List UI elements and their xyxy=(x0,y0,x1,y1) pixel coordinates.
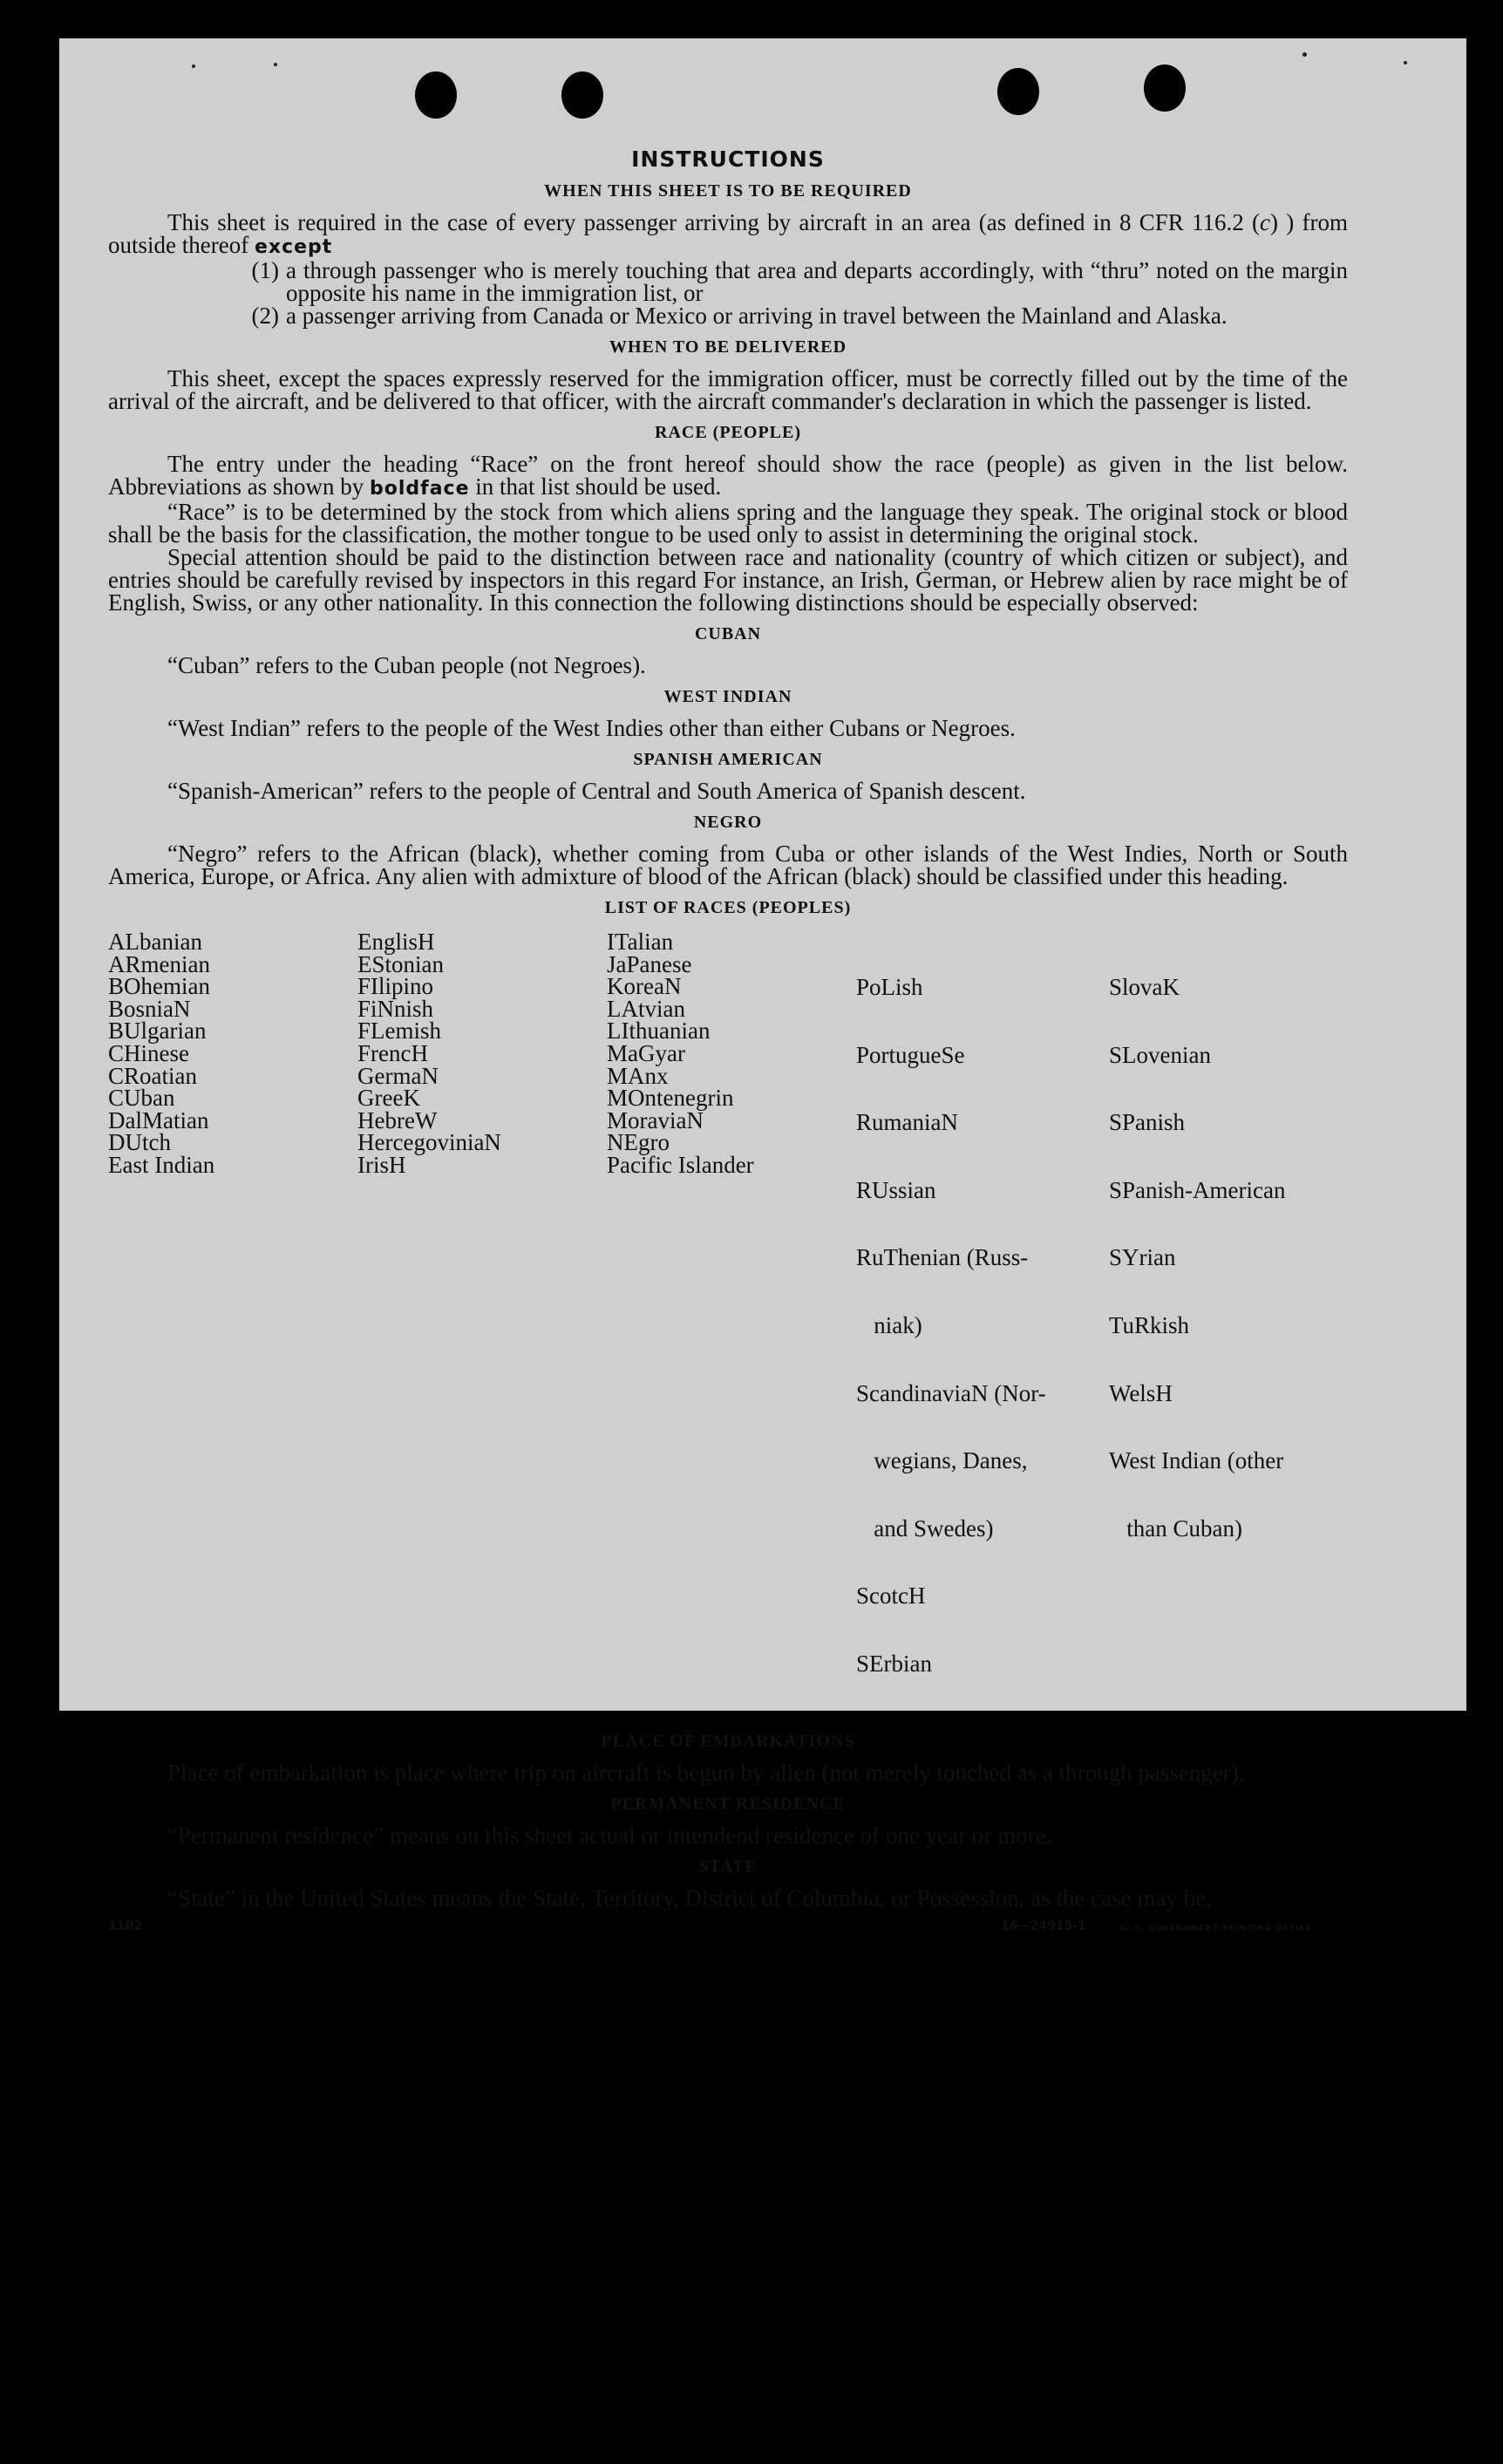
section-heading: CUBAN xyxy=(694,624,762,643)
emphasis-word: except xyxy=(254,236,333,258)
page-footer xyxy=(108,1915,1348,1941)
list-item: CUban xyxy=(108,1085,175,1112)
list-item: DalMatian xyxy=(108,1106,209,1133)
list-item: MaGyar xyxy=(607,1039,685,1066)
section-heading: WHEN TO BE DELIVERED xyxy=(609,337,847,357)
paragraph: This sheet is required in the case of every passenger arriving by aircraft in an area (as defined in 8 CFR 116.2 (c) ) from outside thereof except xyxy=(108,209,1348,258)
list-item: SYrian xyxy=(1109,1244,1176,1271)
list-item: RuThenian (Russ- xyxy=(856,1244,1029,1271)
paragraph: “Cuban” refers to the Cuban people (not Negroes). xyxy=(167,652,646,678)
list-item: GermaN xyxy=(357,1062,439,1089)
document-page xyxy=(59,38,1466,1933)
list-item: HercegoviniaN xyxy=(357,1129,501,1156)
paragraph: Place of embarkation is place where trip on aircraft is begun by alien (not merely touched as a through passenger). xyxy=(167,1759,1245,1786)
paragraph: “Race” is to be determined by the stock from which aliens spring and the language they speak. The original stock or blood shall be the basis for the classification, the mother tongue to be used only to assist in determining the original stock. xyxy=(108,499,1348,548)
section-heading: LIST OF RACES (PEOPLES) xyxy=(604,898,852,917)
list-item: EStonian xyxy=(357,950,444,977)
list-item: SErbian xyxy=(856,1650,932,1677)
punch-hole xyxy=(415,71,457,119)
dust-speck xyxy=(274,63,277,66)
list-item: MAnx xyxy=(607,1062,669,1089)
list-item: FLemish xyxy=(357,1018,442,1045)
list-item: RumaniaN xyxy=(856,1109,958,1136)
list-item: KoreaN xyxy=(607,973,682,1000)
list-item: SPanish xyxy=(1109,1109,1186,1136)
page-title: INSTRUCTIONS xyxy=(631,146,825,172)
list-item: niak) xyxy=(856,1311,922,1338)
list-item: BUlgarian xyxy=(108,1018,207,1045)
section-heading: WHEN THIS SHEET IS TO BE REQUIRED xyxy=(544,181,912,201)
punch-hole xyxy=(997,68,1039,115)
races-list xyxy=(108,931,1348,1721)
list-item: JaPanese xyxy=(607,950,692,977)
list-item: ScotcH xyxy=(856,1583,926,1610)
section-heading: SPANISH AMERICAN xyxy=(633,750,823,769)
list-item: HebreW xyxy=(357,1106,438,1133)
paragraph: This sheet, except the spaces expressly reserved for the immigration officer, must be correctly filled out by the time of the arrival of the aircraft, and be delivered to that officer, with the aircraft commander's declaration in which the passenger is listed. xyxy=(108,365,1348,414)
dust-speck xyxy=(1404,61,1407,65)
list-item: FiNnish xyxy=(357,995,434,1022)
list-item: FrencH xyxy=(357,1039,428,1066)
list-item: ARmenian xyxy=(108,950,210,977)
list-item: WelsH xyxy=(1109,1379,1173,1406)
section-heading: PERMANENT RESIDENCE xyxy=(610,1794,846,1814)
list-item: MOntenegrin xyxy=(607,1085,734,1112)
punch-hole xyxy=(1144,65,1186,112)
section-heading: PLACE OF EMBARKATIONS xyxy=(601,1731,855,1751)
list-item: SlovaK xyxy=(1109,974,1180,1000)
list-item: CRoatian xyxy=(108,1062,197,1089)
list-item: CHinese xyxy=(108,1039,189,1066)
list-item: SLovenian xyxy=(1109,1041,1211,1068)
list-item: West Indian (other xyxy=(1109,1447,1284,1474)
list-item: MoraviaN xyxy=(607,1106,704,1133)
paragraph: “Permanent residence” means on this sheet actual or intendend residence of one year or more. xyxy=(167,1821,1052,1848)
list-item: Pacific Islander xyxy=(607,1151,754,1178)
punch-hole xyxy=(561,71,603,119)
list-item: EnglisH xyxy=(357,929,435,955)
list-item: than Cuban) xyxy=(1109,1514,1242,1542)
races-column xyxy=(856,931,1109,1721)
list-item: BosniaN xyxy=(108,995,191,1022)
paragraph: “Negro” refers to the African (black), whether coming from Cuba or other islands of the West Indies, North or South America, Europe, or Africa. Any alien with admixture of blood of the African (black) should be classified under this heading. xyxy=(108,841,1348,889)
list-item: wegians, Danes, xyxy=(856,1447,1028,1474)
list-item: DUtch xyxy=(108,1129,171,1156)
list-item: RUssian xyxy=(856,1176,936,1203)
list-item: IrisH xyxy=(357,1151,406,1178)
list-item: FIlipino xyxy=(357,973,434,1000)
list-item: PoLish xyxy=(856,974,923,1000)
emphasis-word: boldface xyxy=(369,478,470,500)
form-number: 1102 xyxy=(108,1918,142,1933)
list-item: TuRkish xyxy=(1109,1311,1190,1338)
list-item: and Swedes) xyxy=(856,1514,994,1542)
section-heading: WEST INDIAN xyxy=(663,687,792,706)
section-heading: RACE (PEOPLE) xyxy=(655,423,801,442)
paragraph: The entry under the heading “Race” on the front hereof should show the race (people) as given in the list below. Abbreviations as shown by boldface in that list should be used. xyxy=(108,451,1348,500)
list-item: East Indian xyxy=(108,1151,215,1178)
races-column xyxy=(357,931,607,1721)
list-item: GreeK xyxy=(357,1085,420,1112)
paragraph: “Spanish-American” refers to the people of Central and South America of Spanish descent. xyxy=(167,778,1026,804)
list-item: (2) a passenger arriving from Canada or Mexico or arriving in travel between the Mainland and Alaska. xyxy=(251,303,1228,329)
races-column xyxy=(1109,931,1348,1721)
list-item: NEgro xyxy=(607,1129,670,1156)
list-item: (1) a through passenger who is merely touching that area and departs accordingly, with “thru” noted on the margin opposite his name in the immigration list, or xyxy=(251,257,1348,306)
list-item: PortugueSe xyxy=(856,1041,965,1068)
list-item: LIthuanian xyxy=(607,1018,711,1045)
dust-speck xyxy=(192,65,195,68)
races-column xyxy=(607,931,856,1721)
races-column xyxy=(108,931,357,1721)
list-item: ScandinaviaN (Nor- xyxy=(856,1379,1046,1406)
section-heading: STATE xyxy=(698,1856,758,1876)
section-heading: NEGRO xyxy=(693,813,763,832)
list-item: SPanish-American xyxy=(1109,1176,1286,1203)
instructions-body xyxy=(108,148,1348,1941)
list-item: BOhemian xyxy=(108,973,210,1000)
list-item: LAtvian xyxy=(607,995,685,1022)
printer-credit: U. S. GOVERNMENT PRINTING OFFICE xyxy=(1119,1923,1313,1933)
print-code: 16—24915-1 xyxy=(1001,1918,1086,1933)
list-item: ITalian xyxy=(607,929,674,955)
paragraph: “State” in the United States means the State, Territory, District of Columbia, or Possession, as the case may be. xyxy=(167,1884,1212,1911)
dust-speck xyxy=(1302,52,1307,57)
paragraph: Special attention should be paid to the distinction between race and nationality (country of which citizen or subject), and entries should be carefully revised by inspectors in this regard For instance, an Irish, German, or Hebrew alien by race might be of English, Swiss, or any other nationality. In this connection the following distinctions should be especially observed: xyxy=(108,544,1348,616)
paragraph: “West Indian” refers to the people of the West Indies other than either Cubans or Negroes. xyxy=(167,715,1016,741)
list-item: ALbanian xyxy=(108,929,202,955)
